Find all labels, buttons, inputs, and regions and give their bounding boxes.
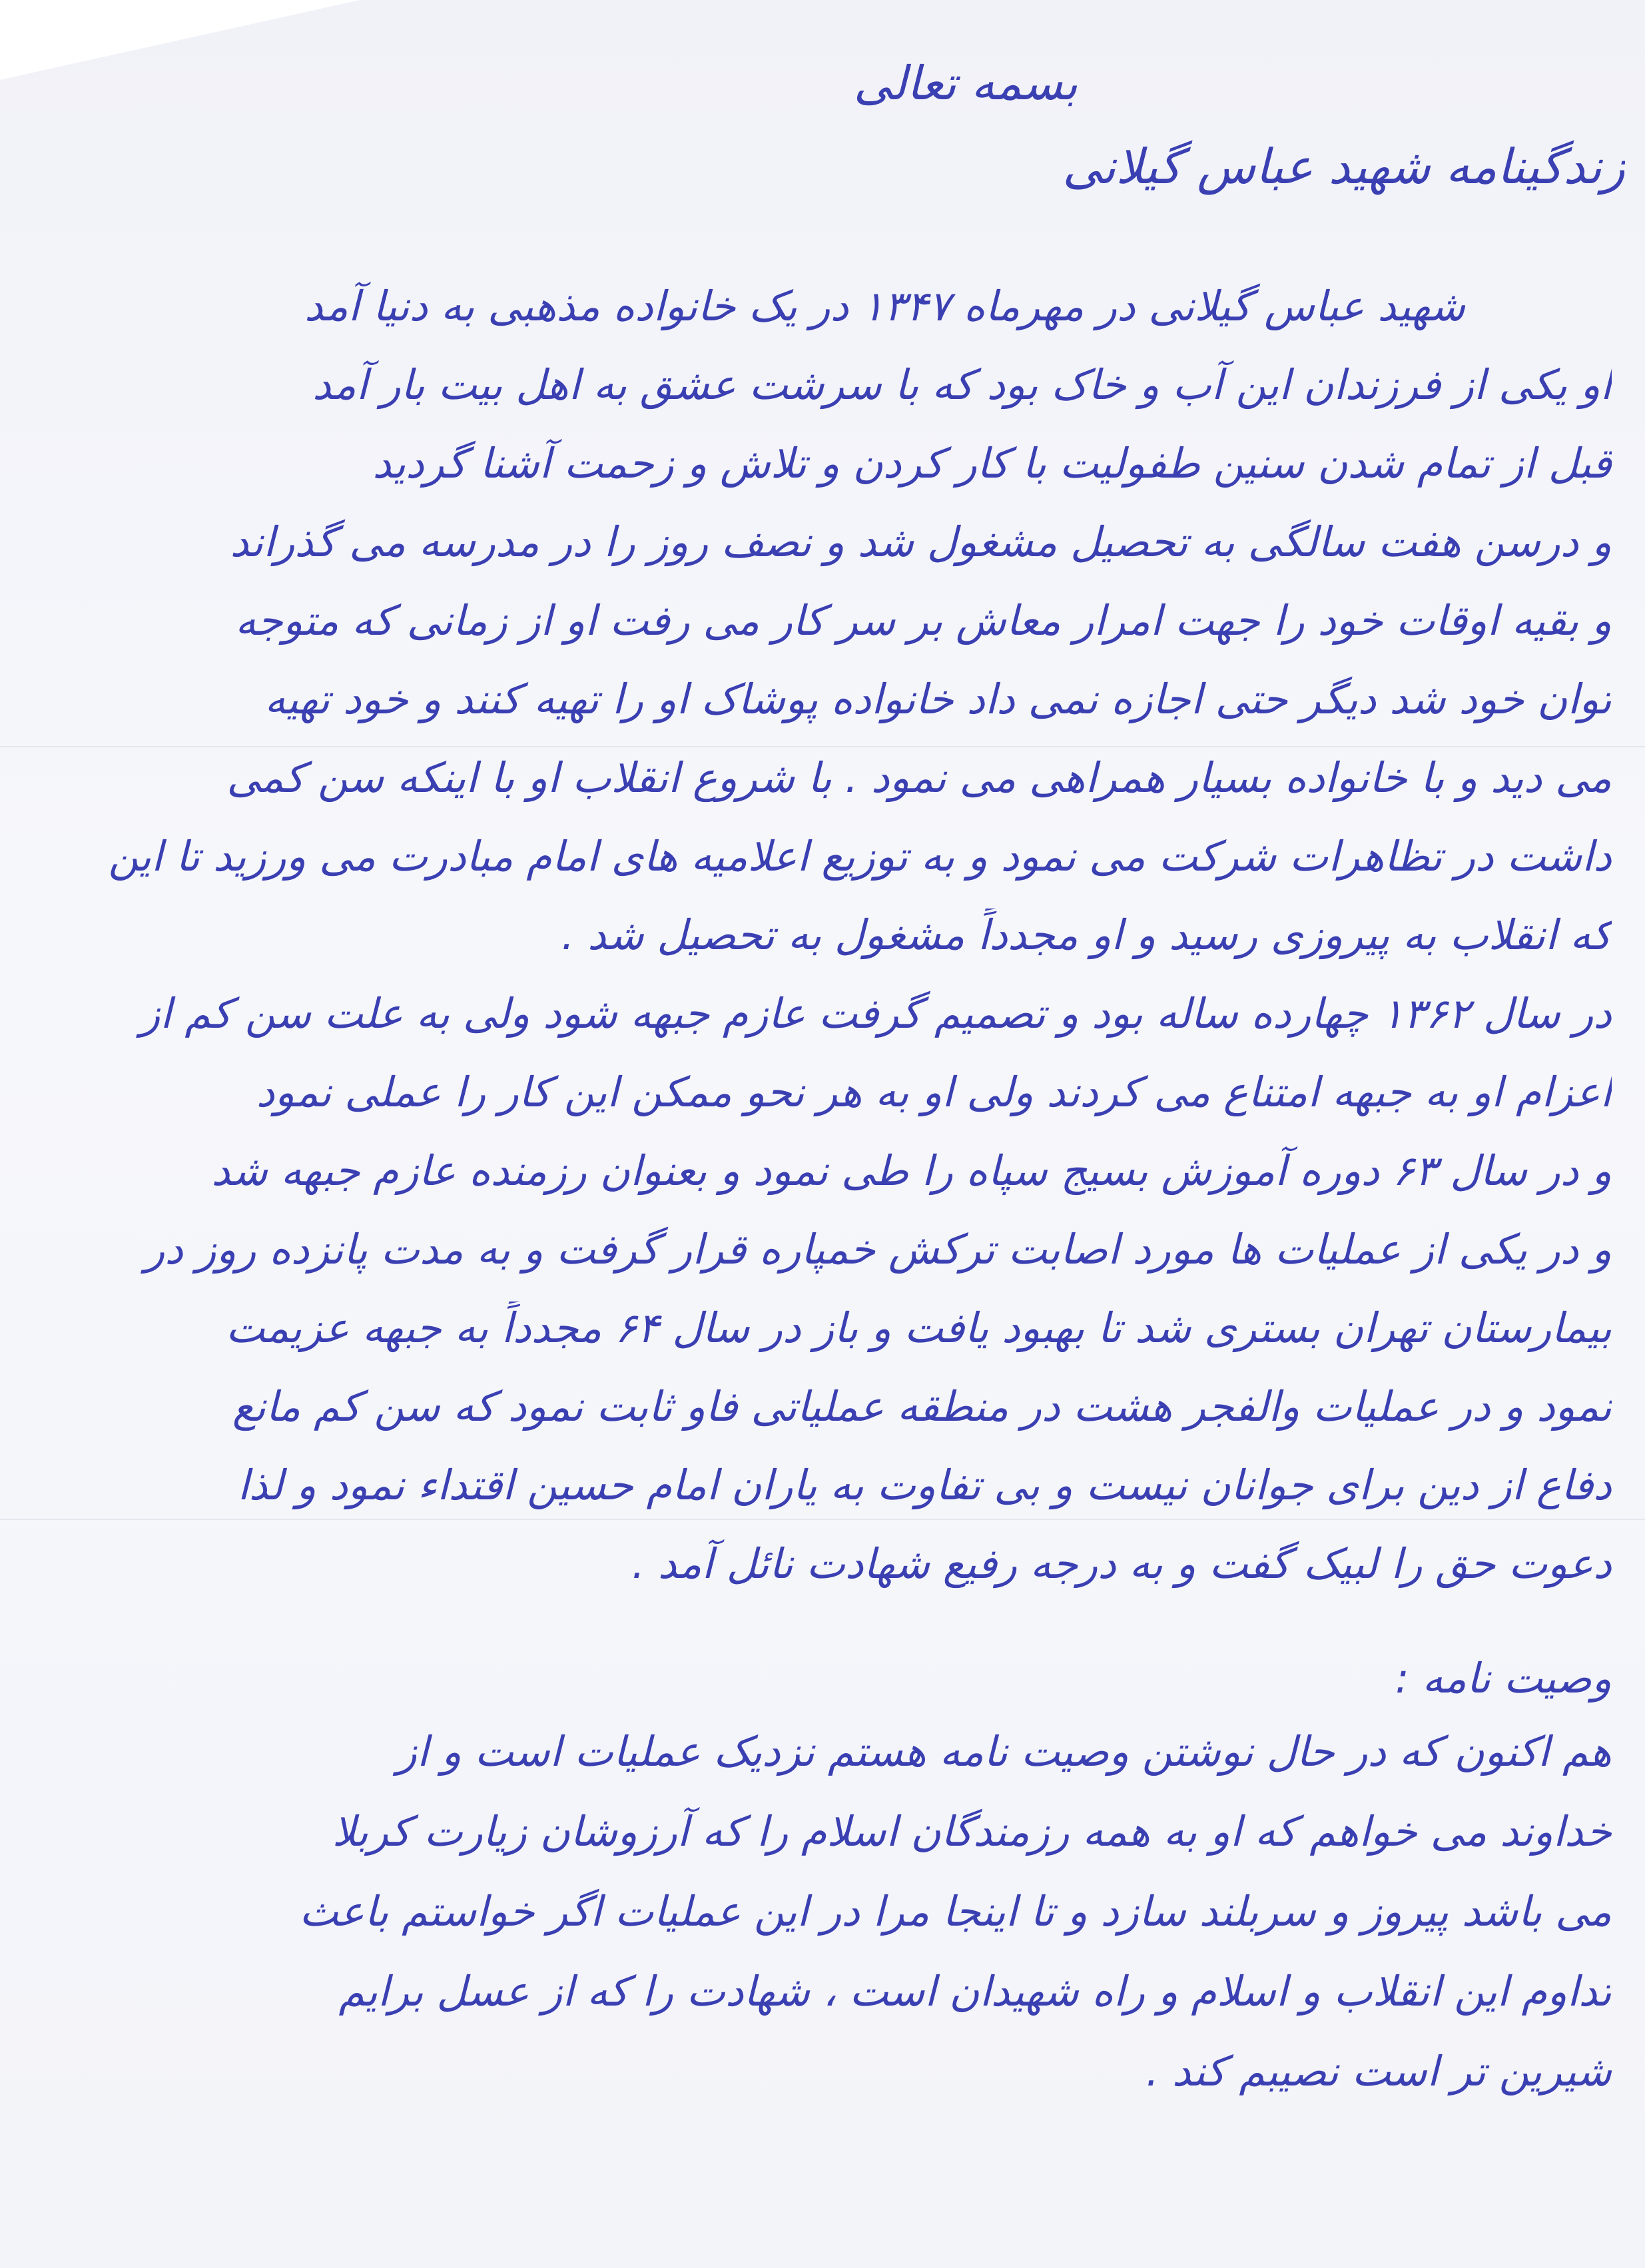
will-line: شیرین تر است نصیبم کند . bbox=[1146, 2047, 1612, 2095]
biography-line: دفاع از دین برای جوانان نیست و بی تفاوت به یاران امام حسین اقتداء نمود و لذا bbox=[237, 1461, 1612, 1509]
biography-line: که انقلاب به پیروزی رسید و او مجدداً مشغول به تحصیل شد . bbox=[561, 911, 1612, 959]
biography-line: شهید عباس گیلانی در مهرماه ۱۳۴۷ در یک خانواده مذهبی به دنیا آمد bbox=[304, 282, 1465, 330]
will-line: خداوند می خواهم که او به همه رزمندگان اسلام را که آرزوشان زیارت کربلا bbox=[332, 1807, 1612, 1856]
biography-line: و در یکی از عملیات ها مورد اصابت ترکش خمپاره قرار گرفت و به مدت پانزده روز در bbox=[145, 1225, 1612, 1274]
will-line: تداوم این انقلاب و اسلام و راه شهیدان است ، شهادت را که از عسل برایم bbox=[338, 1967, 1612, 2016]
biography-line: دعوت حق را لبیک گفت و به درجه رفیع شهادت نائل آمد . bbox=[631, 1539, 1612, 1588]
biography-line: و درسن هفت سالگی به تحصیل مشغول شد و نصف روز را در مدرسه می گذراند bbox=[230, 518, 1612, 566]
biography-line: می دید و با خانواده بسیار همراهی می نمود . با شروع انقلاب او با اینکه سن کمی bbox=[226, 753, 1612, 802]
will-line: می باشد پیروز و سربلند سازد و تا اینجا مرا در این عملیات اگر خواستم باعث bbox=[299, 1887, 1612, 1936]
biography-line: توان خود شد دیگر حتی اجازه نمی داد خانواده پوشاک او را تهیه کنند و خود تهیه bbox=[264, 675, 1612, 723]
biography-line: و بقیه اوقات خود را جهت امرار معاش بر سر کار می رفت او از زمانی که متوجه bbox=[235, 596, 1612, 645]
biography-line: داشت در تظاهرات شرکت می نمود و به توزیع اعلامیه های امام مبادرت می ورزید تا این bbox=[108, 832, 1612, 881]
biography-line: اعزام او به جبهه امتناع می کردند ولی او به هر نحو ممکن این کار را عملی نمود bbox=[256, 1068, 1612, 1116]
biography-line: او یکی از فرزندان این آب و خاک بود که با سرشت عشق به اهل بیت بار آمد bbox=[312, 360, 1612, 409]
biography-line: در سال ۱۳۶۲ چهارده ساله بود و تصمیم گرفت عازم جبهه شود ولی به علت سن کم از bbox=[140, 989, 1612, 1038]
document-title: زندگینامه شهید عباس گیلانی bbox=[1062, 139, 1625, 194]
paper-crease bbox=[0, 1519, 1645, 1520]
will-line: هم اکنون که در حال نوشتن وصیت نامه هستم نزدیک عملیات است و از bbox=[397, 1727, 1612, 1776]
folded-corner bbox=[0, 0, 360, 80]
biography-line: و در سال ۶۳ دوره آموزش بسیج سپاه را طی نمود و بعنوان رزمنده عازم جبهه شد bbox=[211, 1146, 1612, 1195]
biography-line: قبل از تمام شدن سنین طفولیت با کار کردن و تلاش و زحمت آشنا گردید bbox=[372, 439, 1612, 488]
will-heading: وصیت نامه : bbox=[1395, 1654, 1612, 1702]
biography-line: نمود و در عملیات والفجر هشت در منطقه عملیاتی فاو ثابت نمود که سن کم مانع bbox=[232, 1382, 1612, 1431]
biography-line: بیمارستان تهران بستری شد تا بهبود یافت و باز در سال ۶۴ مجدداً به جبهه عزیمت bbox=[226, 1304, 1612, 1352]
basmala-heading: بسمه تعالی bbox=[853, 56, 1078, 111]
paper-crease bbox=[0, 746, 1645, 747]
